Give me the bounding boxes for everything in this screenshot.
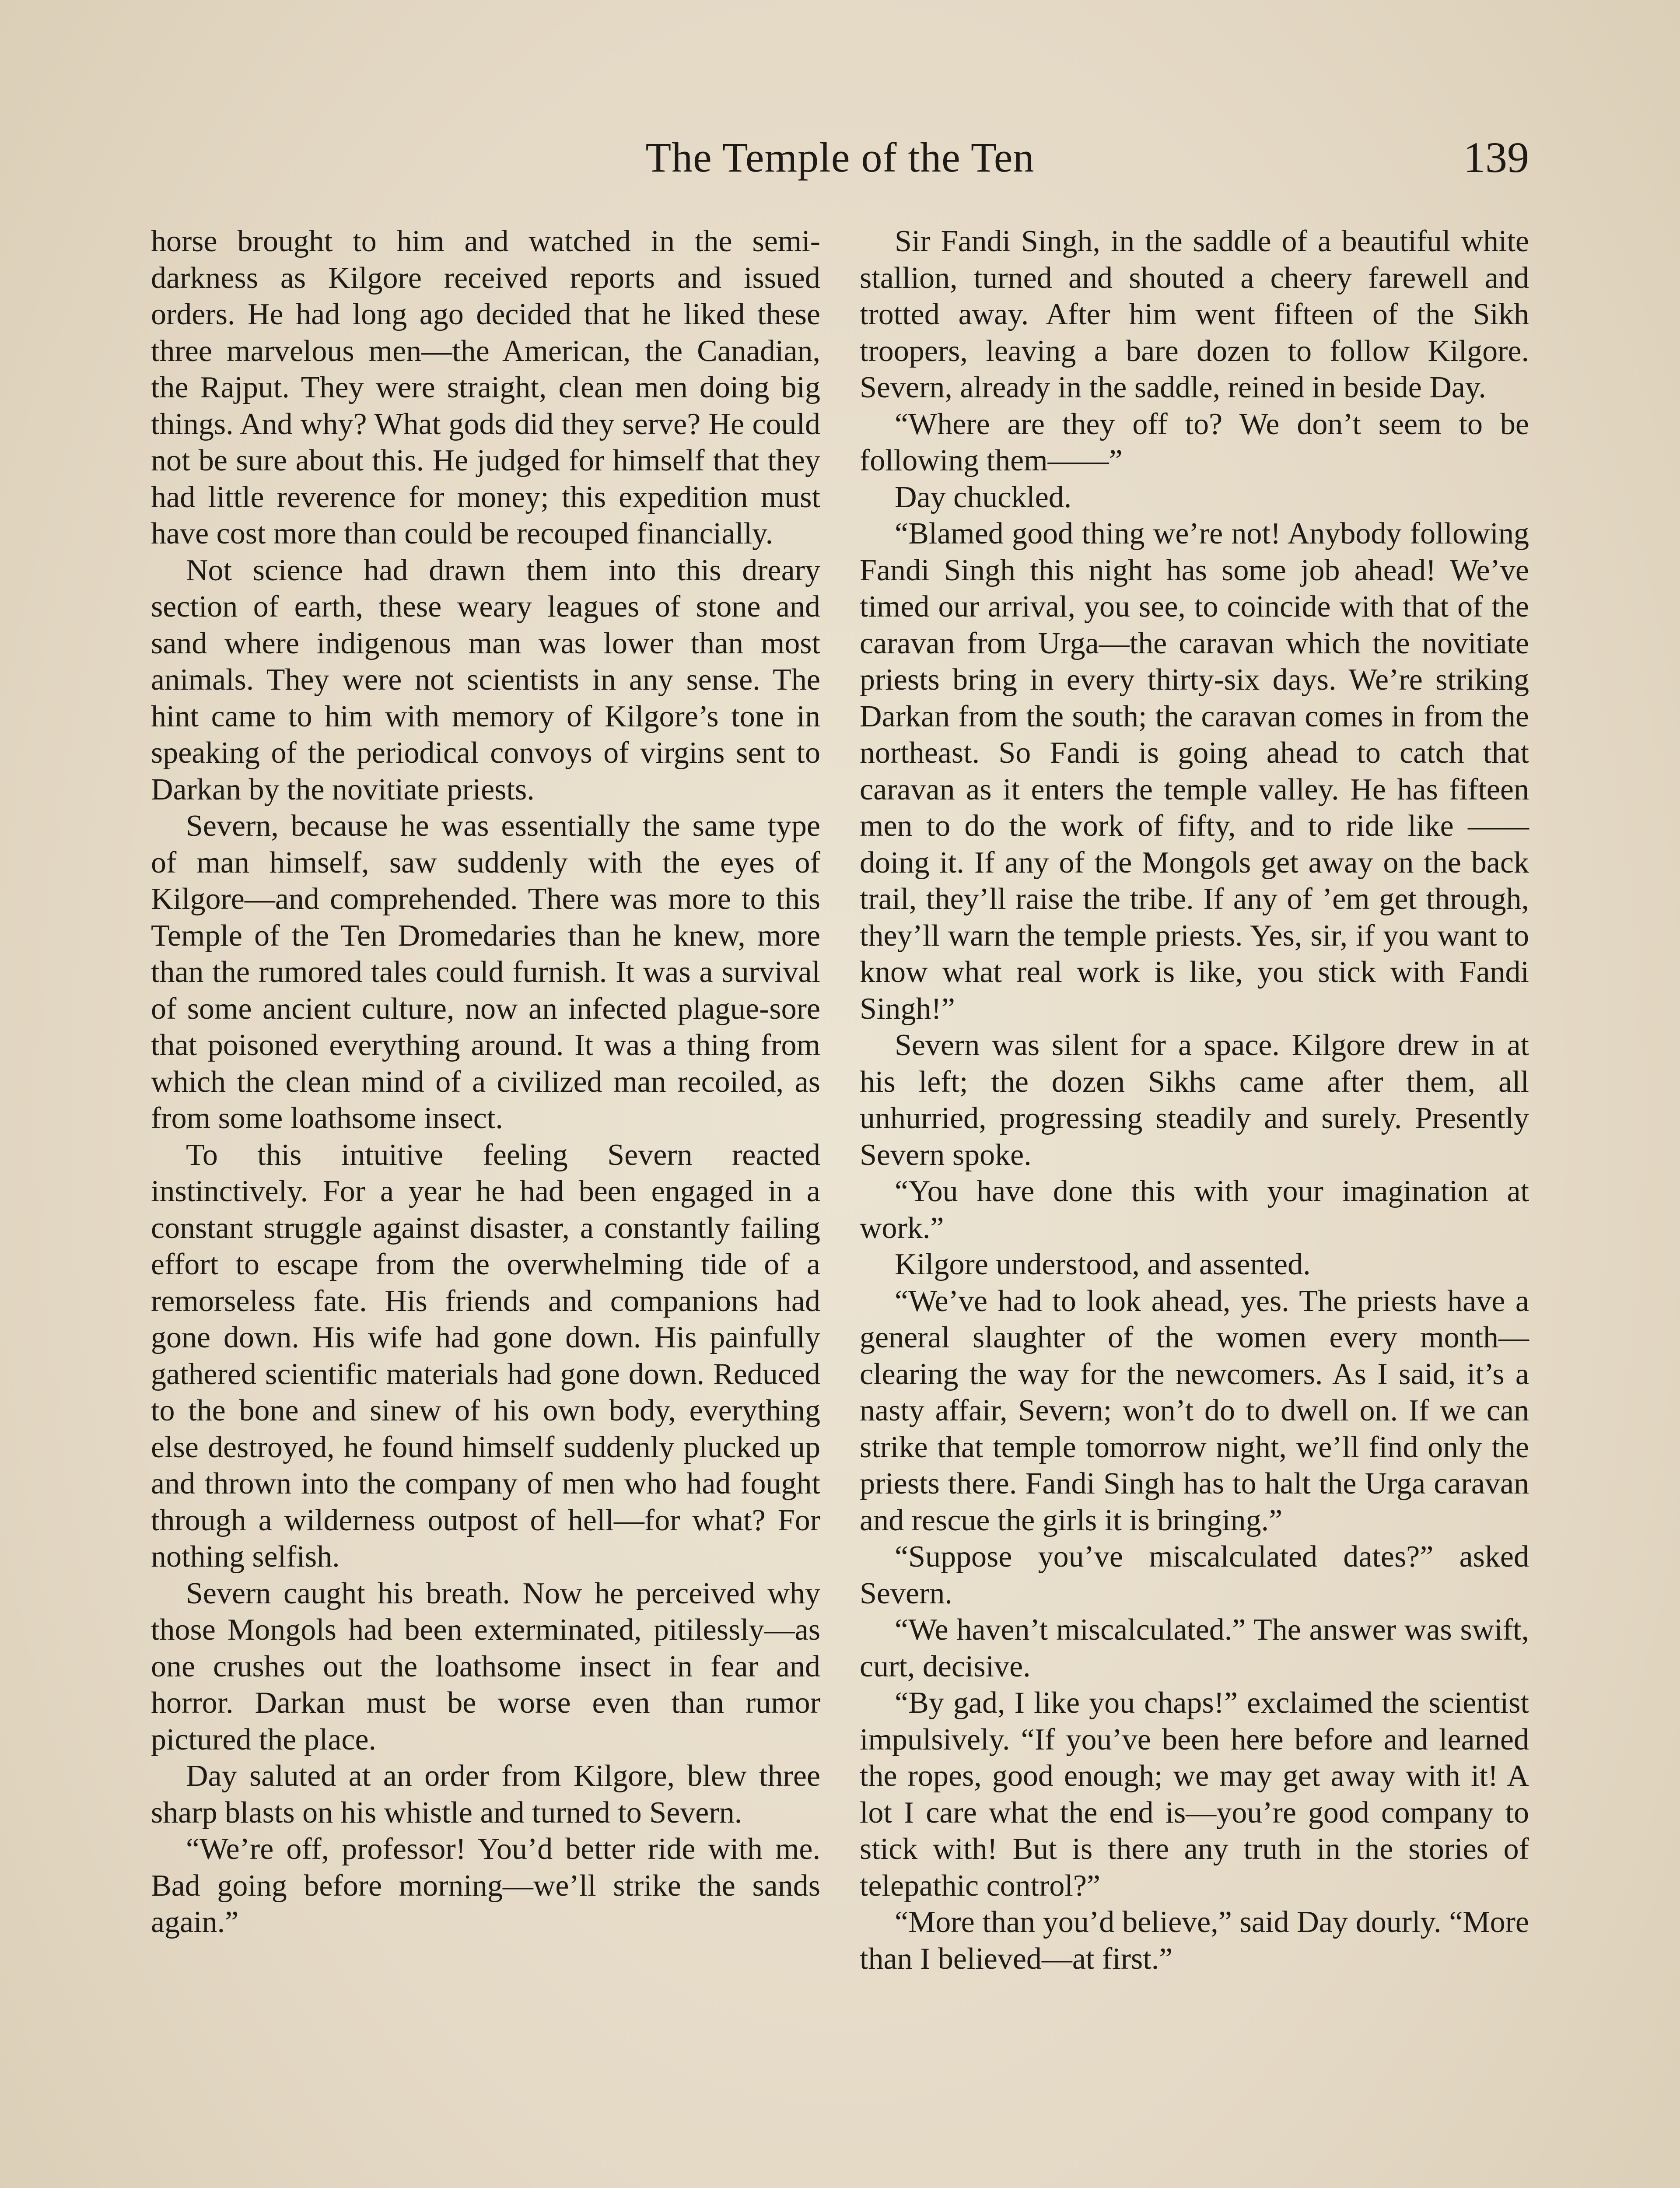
paragraph: Severn, because he was essentially the same type of man himself, saw suddenly with the eyes of Kilgore—and comprehended. There was more to this Temple of the Ten Dromedaries than he knew, more than the rumored tales could furnish. It was a survival of some ancient culture, now an infected plague-sore that poisoned everything around. It was a thing from which the clean mind of a civilized man recoiled, as from some loathsome insect. bbox=[151, 809, 820, 1135]
paragraph: horse brought to him and watched in the semi-darkness as Kilgore received reports and issued orders. He had long ago decided that he liked these three marvelous men—the American, the Canadian, the Rajput. They were straight, clean men doing big things. And why? What gods did they serve? He could not be sure about this. He judged for himself that they had little reverence for money; this expedition must have cost more than could be recouped financially. bbox=[151, 224, 820, 551]
paragraph: Severn was silent for a space. Kilgore drew in at his left; the dozen Sikhs came after them, all unhurried, progressing steadily and surely. Presently Severn spoke. bbox=[860, 1028, 1529, 1172]
paragraph: To this intuitive feeling Severn reacted instinctively. For a year he had been engaged in a constant struggle against disaster, a constantly failing effort to escape from the overwhelming tide of a remorseless fate. His friends and companions had gone down. His wife had gone down. His painfully gathered scientific materials had gone down. Reduced to the bone and sinew of his own body, everything else destroyed, he found himself suddenly plucked up and thrown into the company of men who had fought through a wilderness outpost of hell—for what? For nothing selfish. bbox=[151, 1138, 820, 1574]
left-column bbox=[151, 223, 820, 1941]
page-number: 139 bbox=[1463, 133, 1529, 182]
paragraph: “We’ve had to look ahead, yes. The priests have a general slaughter of the women every month—clearing the way for the newcomers. As I said, it’s a nasty affair, Severn; won’t do to dwell on. If we can strike that temple tomorrow night, we’ll find only the priests there. Fandi Singh has to halt the Urga caravan and rescue the girls it is bringing.” bbox=[860, 1284, 1529, 1537]
paragraph: “Blamed good thing we’re not! Anybody following Fandi Singh this night has some job ahead! We’ve timed our arrival, you see, to coincide with that of the caravan from Urga—the caravan which the novitiate priests bring in every thirty-six days. We’re striking Darkan from the south; the caravan comes in from the northeast. So Fandi is going ahead to catch that caravan as it enters the temple valley. He has fifteen men to do the work of fifty, and to ride like —— doing it. If any of the Mongols get away on the back trail, they’ll raise the tribe. If any of ’em get through, they’ll warn the temple priests. Yes, sir, if you want to know what real work is like, you stick with Fandi Singh!” bbox=[860, 517, 1529, 1026]
right-column bbox=[860, 223, 1529, 1977]
paragraph: “We’re off, professor! You’d better ride with me. Bad going before morning—we’ll strike the sands again.” bbox=[151, 1832, 820, 1939]
paragraph: “You have done this with your imagination at work.” bbox=[860, 1175, 1529, 1245]
paragraph: Not science had drawn them into this dreary section of earth, these weary leagues of stone and sand where indigenous man was lower than most animals. They were not scientists in any sense. The hint came to him with memory of Kilgore’s tone in speaking of the periodical convoys of virgins sent to Darkan by the novitiate priests. bbox=[151, 553, 820, 806]
paragraph: “By gad, I like you chaps!” exclaimed the scientist impulsively. “If you’ve been here before and learned the ropes, good enough; we may get away with it! A lot I care what the end is—you’re good company to stick with! But is there any truth in the stories of telepathic control?” bbox=[860, 1686, 1529, 1903]
paragraph: Day saluted at an order from Kilgore, blew three sharp blasts on his whistle and turned to Severn. bbox=[151, 1759, 820, 1830]
running-title: The Temple of the Ten bbox=[645, 134, 1035, 181]
paragraph: “We haven’t miscalculated.” The answer was swift, curt, decisive. bbox=[860, 1613, 1529, 1683]
page-header bbox=[151, 127, 1529, 188]
paragraph: Day chuckled. bbox=[895, 480, 1072, 514]
paragraph: Severn caught his breath. Now he perceived why those Mongols had been exterminated, pitilessly—as one crushes out the loathsome insect in fear and horror. Darkan must be worse even than rumor pictured the place. bbox=[151, 1576, 820, 1757]
paragraph: “Suppose you’ve miscalculated dates?” asked Severn. bbox=[860, 1540, 1529, 1610]
paragraph: “Where are they off to? We don’t seem to be following them——” bbox=[860, 407, 1529, 477]
paragraph: “More than you’d believe,” said Day dourly. “More than I believed—at first.” bbox=[860, 1905, 1529, 1976]
paragraph: Kilgore understood, and assented. bbox=[895, 1248, 1311, 1281]
paragraph: Sir Fandi Singh, in the saddle of a beautiful white stallion, turned and shouted a cheery farewell and trotted away. After him went fifteen of the Sikh troopers, leaving a bare dozen to follow Kilgore. Severn, already in the saddle, reined in beside Day. bbox=[860, 224, 1529, 404]
